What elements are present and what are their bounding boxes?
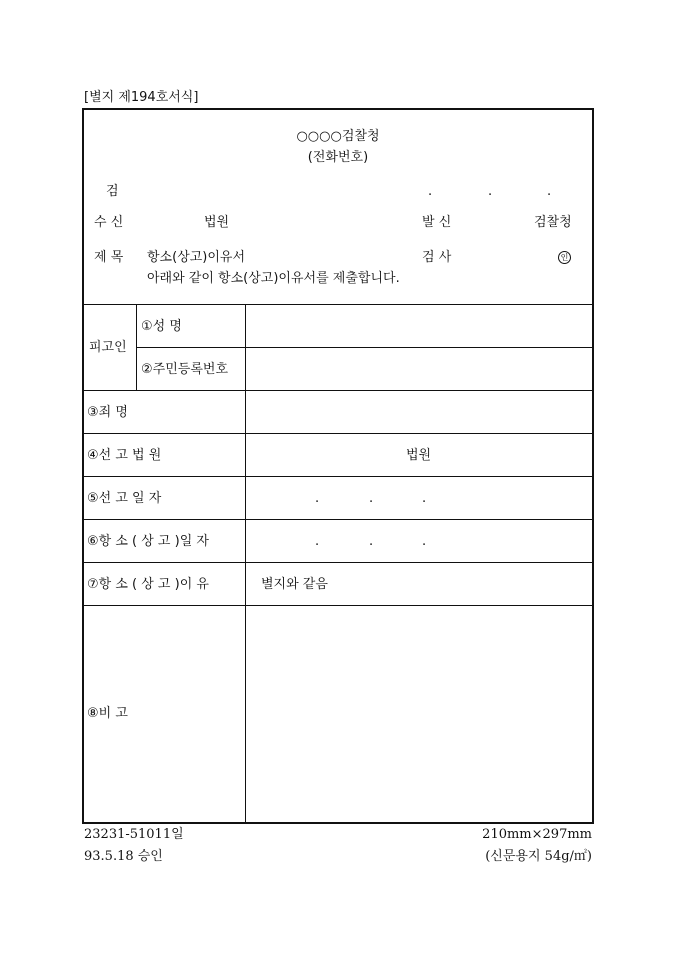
prosecutor-label: 검 사 xyxy=(422,250,452,265)
form-frame xyxy=(82,108,594,824)
date-dot-2: . xyxy=(488,184,493,199)
rule-col-value xyxy=(245,304,246,822)
approval-date: 93.5.18 승인 xyxy=(84,849,163,864)
rule-crime xyxy=(84,433,592,434)
recipient-label: 수 신 xyxy=(94,215,124,230)
sentence-date-dot-3: . xyxy=(422,491,427,506)
defendant-label: 피고인 xyxy=(89,340,127,355)
appeal-date-dot-1: . xyxy=(315,534,320,549)
sender-value: 검찰청 xyxy=(534,215,572,230)
sentence-date-dot-1: . xyxy=(315,491,320,506)
appeal-date-label: ⑥항 소 ( 상 고 )일 자 xyxy=(87,534,209,549)
id-number-label: ②주민등록번호 xyxy=(141,362,229,377)
seal-icon: 인 xyxy=(558,251,571,264)
office-title: ○○○○검찰청 xyxy=(296,129,380,144)
remarks-label: ⑧비 고 xyxy=(87,706,128,721)
rule-court xyxy=(84,476,592,477)
rule-header xyxy=(84,304,592,305)
court-value: 법원 xyxy=(406,448,432,463)
appeal-date-dot-2: . xyxy=(369,534,374,549)
body-text: 아래와 같이 항소(상고)이유서를 제출합니다. xyxy=(147,271,400,286)
rule-appeal-date xyxy=(84,562,592,563)
rule-col-defendant xyxy=(136,304,137,390)
date-dot-3: . xyxy=(547,184,552,199)
paper-size: 210mm×297mm xyxy=(482,827,592,842)
subject-value: 항소(상고)이유서 xyxy=(147,250,246,265)
appeal-reason-value: 별지와 같음 xyxy=(261,577,328,592)
phone-label: (전화번호) xyxy=(307,150,369,165)
rule-sentence-date xyxy=(84,519,592,520)
crime-label: ③죄 명 xyxy=(87,405,128,420)
recipient-value: 법원 xyxy=(204,215,230,230)
subject-label: 제 목 xyxy=(94,250,124,265)
date-dot-1: . xyxy=(428,184,433,199)
sentence-date-label: ⑤선 고 일 자 xyxy=(87,491,162,506)
sentence-date-dot-2: . xyxy=(369,491,374,506)
form-label: [별지 제194호서식] xyxy=(84,90,199,105)
rule-appeal-reason xyxy=(84,605,592,606)
court-label: ④선 고 법 원 xyxy=(87,448,162,463)
appeal-reason-label: ⑦항 소 ( 상 고 )이 유 xyxy=(87,577,209,592)
doc-number-label: 검 xyxy=(106,184,119,199)
appeal-date-dot-3: . xyxy=(422,534,427,549)
sender-label: 발 신 xyxy=(422,215,452,230)
name-label: ①성 명 xyxy=(141,319,182,334)
form-code: 23231-51011일 xyxy=(84,827,184,842)
rule-defendant xyxy=(84,390,592,391)
paper-type: (신문용지 54g/㎡) xyxy=(485,849,592,864)
rule-name xyxy=(136,347,592,348)
